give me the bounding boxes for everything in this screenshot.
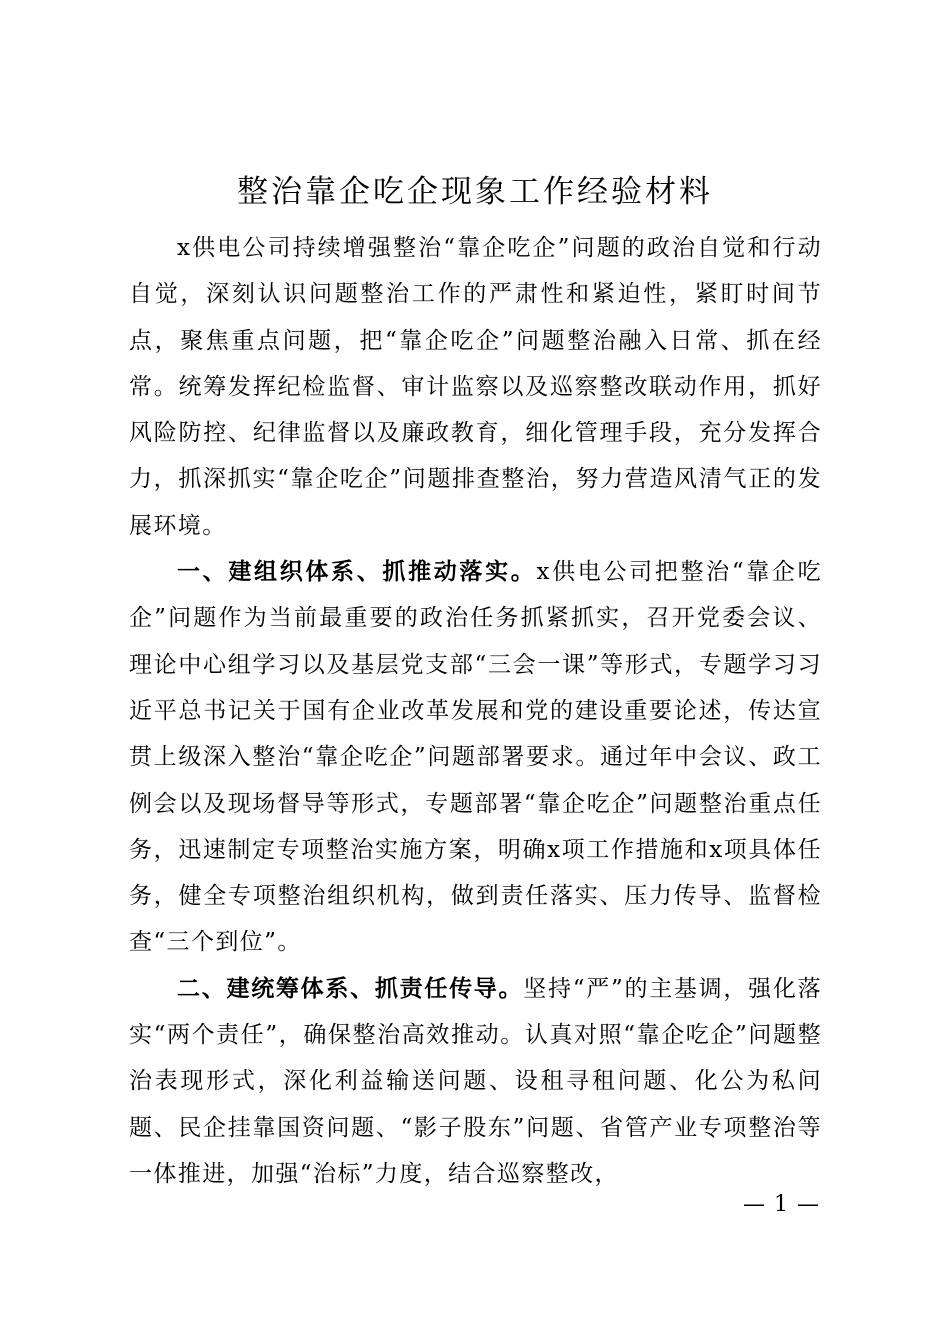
- section-text-2: 坚持“严”的主基调，强化落实“两个责任”，确保整治高效推动。认真对照“靠企吃企”问题整治表现形式，深化利益输送问题、设租寻租问题、化公为私问题、民企挂靠国资问题、“影子股东”问题、省管产业专项整治等一体推进，加强“治标”力度，结合巡察整改，: [129, 975, 823, 1187]
- section-paragraph-1: [129, 549, 822, 966]
- document-body: [129, 225, 822, 1197]
- section-paragraph-2: [129, 966, 822, 1197]
- page-number: — 1 —: [743, 1192, 820, 1217]
- section-heading-2: 二、建统筹体系、抓责任传导。: [177, 975, 524, 1002]
- intro-paragraph: x供电公司持续增强整治“靠企吃企”问题的政治自觉和行动自觉，深刻认识问题整治工作的严肃性和紧迫性，紧盯时间节点，聚焦重点问题，把“靠企吃企”问题整治融入日常、抓在经常。统筹发挥纪检监督、审计监察以及巡察整改联动作用，抓好风险防控、纪律监督以及廉政教育，细化管理手段，充分发挥合力，抓深抓实“靠企吃企”问题排查整治，努力营造风清气正的发展环境。: [129, 235, 822, 539]
- document-title: 整治靠企吃企现象工作经验材料: [237, 174, 713, 210]
- section-text-1: x供电公司把整治“靠企吃企”问题作为当前最重要的政治任务抓紧抓实，召开党委会议、理论中心组学习以及基层党支部“三会一课”等形式，专题学习习近平总书记关于国有企业改革发展和党的建设重要论述，传达宣贯上级深入整治“靠企吃企”问题部署要求。通过年中会议、政工例会以及现场督导等形式，专题部署“靠企吃企”问题整治重点任务，迅速制定专项整治实施方案，明确x项工作措施和x项具体任务，健全专项整治组织机构，做到责任落实、压力传导、监督检查“三个到位”。: [129, 559, 823, 956]
- section-heading-1: 一、建组织体系、抓推动落实。: [177, 559, 537, 586]
